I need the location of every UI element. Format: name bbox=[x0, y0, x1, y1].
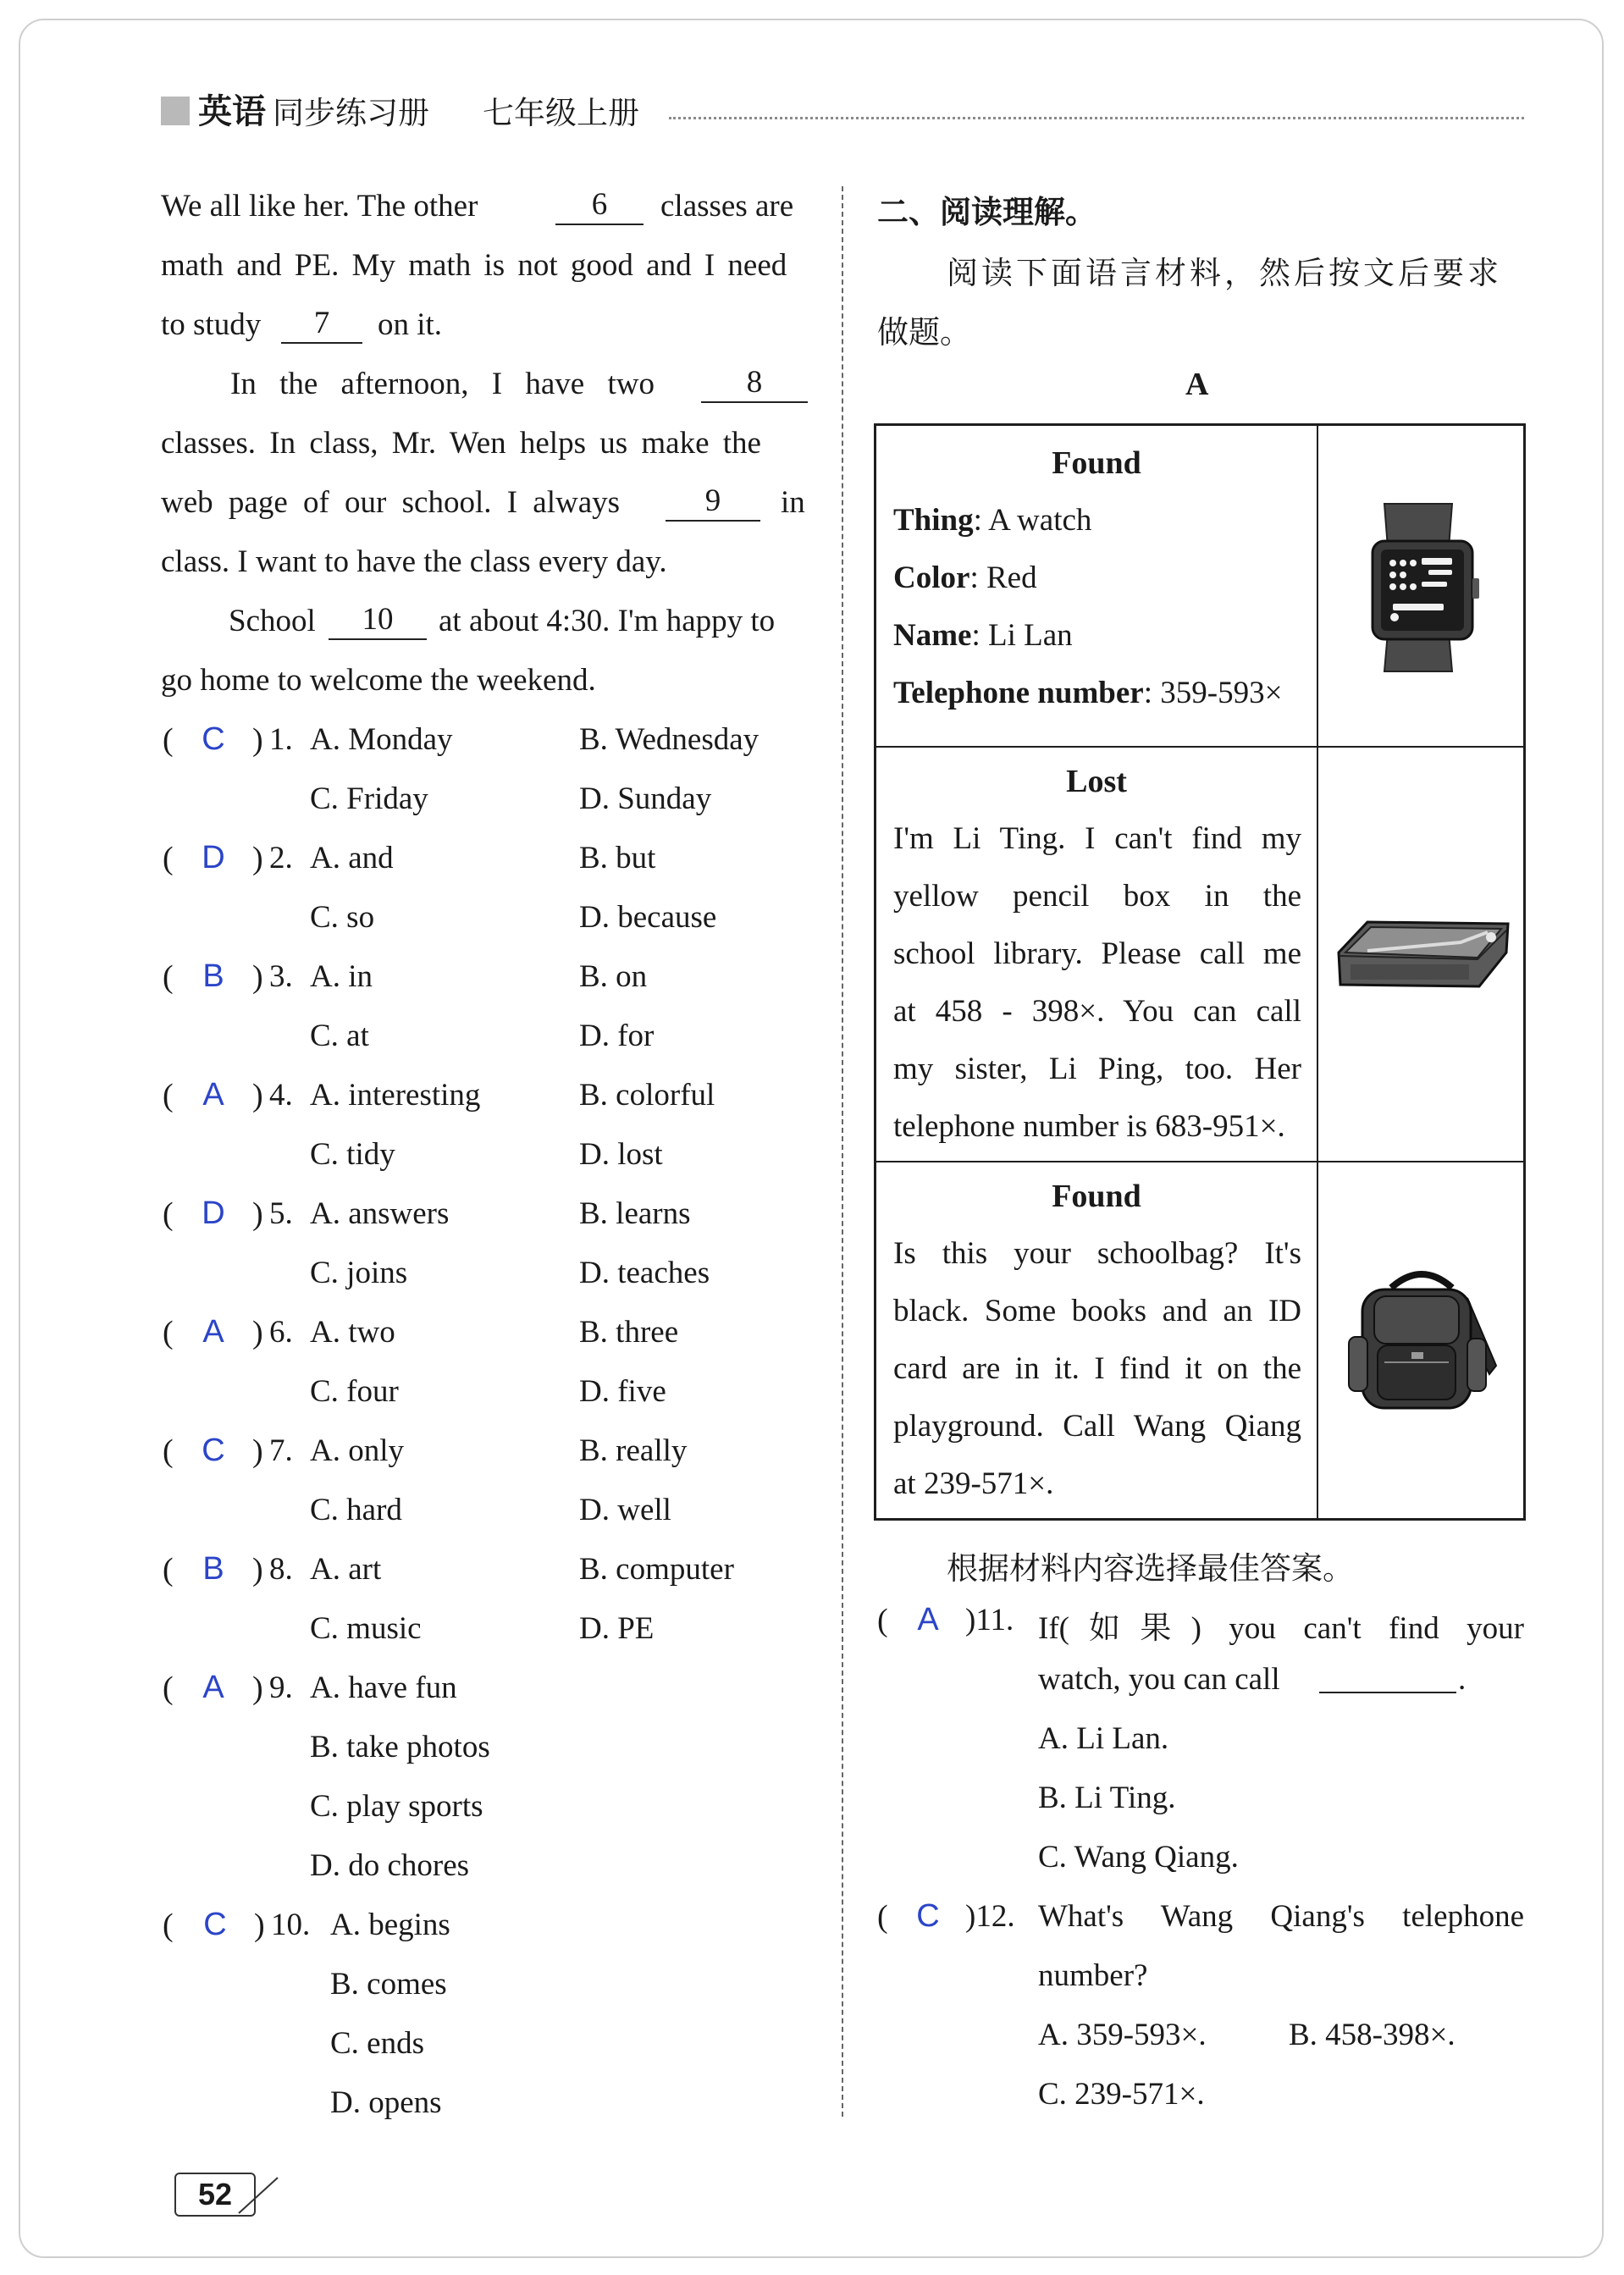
option: C. music bbox=[310, 1611, 422, 1646]
notice-line: card are in it. I find it on the bbox=[893, 1351, 1301, 1386]
found-notice-watch: Found Thing: A watch Color: Red Name: Li Lan Telephone number: 359-593× bbox=[876, 426, 1523, 748]
question-number: 9. bbox=[269, 1670, 293, 1705]
answer-choice[interactable]: B bbox=[202, 1551, 224, 1587]
field-value: 359-593× bbox=[1160, 676, 1283, 710]
question-stem: If(如果) you can't find your bbox=[1038, 1611, 1524, 1646]
option: A. 359-593×. bbox=[1038, 2018, 1207, 2052]
option: B. three bbox=[579, 1315, 679, 1350]
option: B. colorful bbox=[579, 1078, 715, 1113]
option: C. Friday bbox=[310, 781, 428, 816]
passage-line: math and PE. My math is not good and I need bbox=[161, 248, 787, 283]
option: C. Wang Qiang. bbox=[1038, 1840, 1239, 1875]
field-label: Color bbox=[893, 560, 970, 595]
option: A. Li Lan. bbox=[1038, 1721, 1169, 1756]
notice-line: Is this your schoolbag? It's bbox=[893, 1236, 1301, 1271]
question-number: 6. bbox=[269, 1315, 293, 1350]
notice-heading: Lost bbox=[1066, 764, 1127, 799]
answer-choice[interactable]: C bbox=[916, 1898, 940, 1934]
lost-notice-pencil-box bbox=[876, 748, 1523, 1162]
blank-7: 7 bbox=[281, 305, 362, 344]
header-rule bbox=[669, 117, 1524, 119]
option: C. play sports bbox=[310, 1789, 483, 1824]
option: A. in bbox=[310, 959, 373, 994]
question-number: 5. bbox=[269, 1196, 293, 1231]
answer-choice[interactable]: B bbox=[202, 958, 224, 994]
notice-line: yellow pencil box in the bbox=[893, 879, 1301, 914]
option: C. 239-571×. bbox=[1038, 2077, 1205, 2112]
notice-board bbox=[874, 423, 1526, 1521]
column-divider bbox=[842, 186, 843, 2117]
question-number: )12. bbox=[965, 1899, 1015, 1934]
option: D. PE bbox=[579, 1611, 655, 1646]
schoolbag-icon bbox=[1340, 1264, 1501, 1416]
option: A. interesting bbox=[310, 1078, 481, 1113]
option: C. hard bbox=[310, 1493, 402, 1527]
option: A. and bbox=[310, 841, 394, 875]
option: B. on bbox=[579, 959, 648, 994]
option: A. only bbox=[310, 1433, 404, 1468]
option: D. because bbox=[579, 900, 717, 935]
passage-line: on it. bbox=[378, 307, 443, 342]
option: C. so bbox=[310, 900, 375, 935]
passage-line: to study bbox=[161, 307, 262, 342]
question-number: 1. bbox=[269, 722, 293, 757]
question-number: )11. bbox=[965, 1603, 1014, 1637]
option: C. four bbox=[310, 1374, 399, 1409]
notice-line: at 458 - 398×. You can call bbox=[893, 994, 1301, 1029]
question-stem: watch, you can call bbox=[1038, 1662, 1280, 1697]
question-number: 7. bbox=[269, 1433, 293, 1468]
blank-10: 10 bbox=[329, 601, 427, 640]
passage-line: In the afternoon, I have two bbox=[230, 367, 655, 401]
field-label: Telephone number bbox=[893, 676, 1144, 710]
blank-8: 8 bbox=[701, 364, 808, 403]
section-title: 二、阅读理解。 bbox=[877, 194, 1096, 230]
option: D. Sunday bbox=[579, 781, 712, 816]
question-number: 3. bbox=[269, 959, 293, 994]
answer-choice[interactable]: D bbox=[202, 1195, 225, 1231]
option: B. 458-398×. bbox=[1289, 2018, 1456, 2052]
option: B. computer bbox=[579, 1552, 734, 1587]
option: C. ends bbox=[330, 2026, 424, 2061]
option: C. at bbox=[310, 1019, 369, 1053]
notice-heading: Found bbox=[1052, 1179, 1141, 1214]
option: D. opens bbox=[330, 2085, 442, 2120]
header-book: 同步练习册 bbox=[273, 95, 429, 131]
option: D. for bbox=[579, 1019, 655, 1053]
question-number: 10. bbox=[271, 1908, 311, 1942]
notice-line: my sister, Li Ping, too. Her bbox=[893, 1052, 1301, 1086]
answer-choice[interactable]: D bbox=[202, 840, 225, 875]
field-label: Thing bbox=[893, 503, 974, 538]
notice-line: black. Some books and an ID bbox=[893, 1294, 1301, 1328]
answer-choice[interactable]: A bbox=[917, 1602, 939, 1637]
option: D. five bbox=[579, 1374, 666, 1409]
option: B. Li Ting. bbox=[1038, 1781, 1176, 1815]
field-label: Name bbox=[893, 618, 972, 653]
field-value: Red bbox=[986, 560, 1037, 595]
option: D. teaches bbox=[579, 1256, 710, 1290]
passage-line: classes. In class, Mr. Wen helps us make the bbox=[161, 426, 761, 461]
question-number: 8. bbox=[269, 1552, 293, 1587]
option: B. comes bbox=[330, 1967, 447, 2002]
option: B. take photos bbox=[310, 1730, 490, 1764]
option: A. art bbox=[310, 1552, 382, 1587]
answer-choice[interactable]: A bbox=[202, 1077, 224, 1113]
option: D. lost bbox=[579, 1137, 663, 1172]
question-number: 4. bbox=[269, 1078, 293, 1113]
page-number: 52 bbox=[174, 2173, 256, 2217]
passage-line: in bbox=[781, 485, 805, 520]
option: B. Wednesday bbox=[579, 722, 760, 757]
answer-choice[interactable]: A bbox=[202, 1670, 224, 1705]
field-value: A watch bbox=[988, 503, 1092, 538]
blank-6: 6 bbox=[555, 186, 644, 225]
question-number: 2. bbox=[269, 841, 293, 875]
instruction: 做题。 bbox=[877, 314, 971, 351]
option: A. answers bbox=[310, 1196, 450, 1231]
answer-blank[interactable] bbox=[1319, 1692, 1456, 1693]
option: C. joins bbox=[310, 1256, 408, 1290]
option: A. begins bbox=[330, 1908, 450, 1942]
field-value: Li Lan bbox=[988, 618, 1073, 653]
notice-line: telephone number is 683-951×. bbox=[893, 1109, 1285, 1144]
header-grade: 七年级上册 bbox=[483, 95, 639, 131]
watch-icon bbox=[1334, 497, 1503, 675]
option: D. do chores bbox=[310, 1848, 470, 1883]
passage-line: web page of our school. I always bbox=[161, 485, 621, 520]
pencil-box-icon bbox=[1334, 908, 1513, 1002]
instruction: 根据材料内容选择最佳答案。 bbox=[947, 1550, 1354, 1587]
notice-line: playground. Call Wang Qiang bbox=[893, 1409, 1301, 1444]
page-number-decoration bbox=[234, 2174, 284, 2217]
answer-choice[interactable]: C bbox=[202, 721, 225, 757]
part-label: A bbox=[1185, 367, 1209, 402]
option: B. but bbox=[579, 841, 656, 875]
option: C. tidy bbox=[310, 1137, 395, 1172]
found-notice-schoolbag bbox=[876, 1162, 1523, 1518]
blank-9: 9 bbox=[666, 483, 760, 522]
instruction: 阅读下面语言材料，然后按文后要求 bbox=[947, 255, 1502, 291]
passage-line: We all like her. The other bbox=[161, 189, 478, 224]
option: A. have fun bbox=[310, 1670, 457, 1705]
notice-heading: Found bbox=[1052, 445, 1141, 481]
notice-line: school library. Please call me bbox=[893, 936, 1301, 971]
answer-choice[interactable]: C bbox=[203, 1907, 227, 1942]
notice-line: I'm Li Ting. I can't find my bbox=[893, 821, 1301, 856]
option: D. well bbox=[579, 1493, 671, 1527]
option: B. really bbox=[579, 1433, 688, 1468]
passage-line: class. I want to have the class every day. bbox=[161, 544, 667, 579]
option: A. two bbox=[310, 1315, 395, 1350]
option: B. learns bbox=[579, 1196, 691, 1231]
passage-line: classes are bbox=[660, 189, 794, 224]
header-subject: 英语 bbox=[198, 92, 266, 131]
page-header bbox=[161, 85, 1524, 135]
header-mark bbox=[161, 97, 190, 125]
option: A. Monday bbox=[310, 722, 453, 757]
answer-choice[interactable]: C bbox=[202, 1433, 225, 1468]
passage-line: School bbox=[229, 604, 316, 638]
question-stem: number? bbox=[1038, 1958, 1148, 1993]
question-stem: What's Wang Qiang's telephone bbox=[1038, 1899, 1524, 1934]
notice-line: at 239-571×. bbox=[893, 1466, 1054, 1501]
answer-choice[interactable]: A bbox=[202, 1314, 224, 1350]
passage-line: at about 4:30. I'm happy to bbox=[439, 604, 776, 638]
passage-line: go home to welcome the weekend. bbox=[161, 663, 596, 698]
